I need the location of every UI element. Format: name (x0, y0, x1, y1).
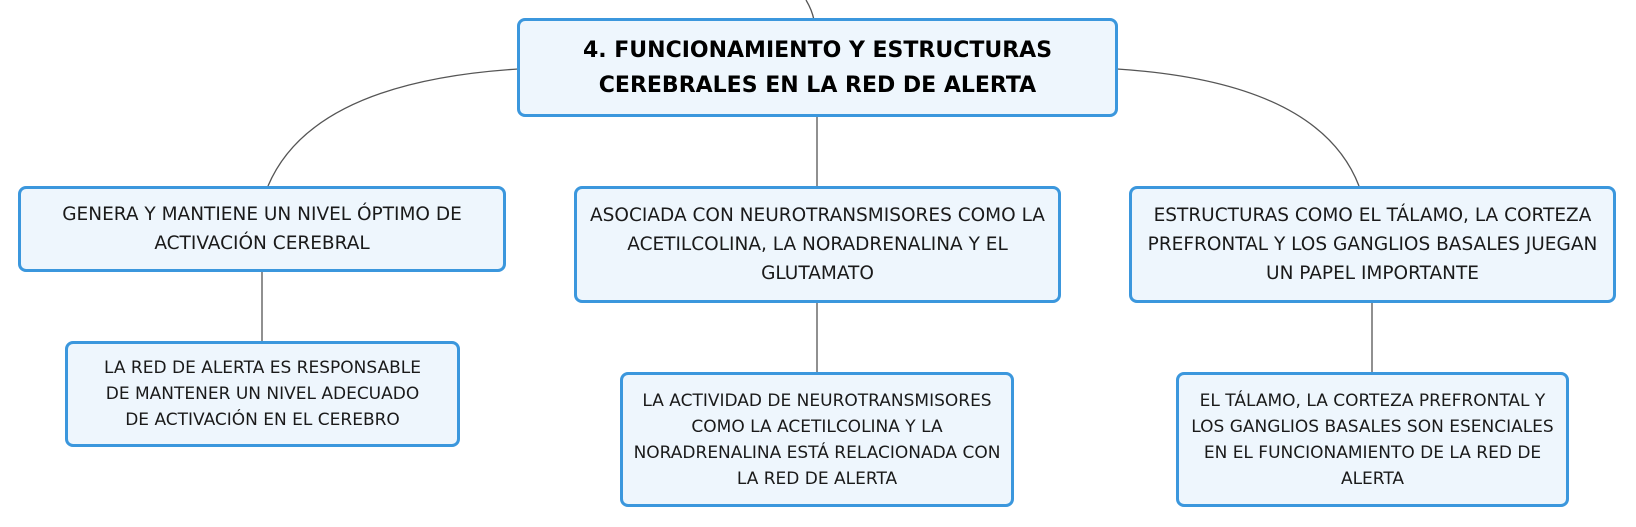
branch-node-2[interactable] (574, 186, 1061, 303)
root-node-text: 4. FUNCIONAMIENTO Y ESTRUCTURAS CEREBRALES EN LA RED DE ALERTA (582, 37, 1053, 98)
connector-from-parent (806, 0, 814, 20)
child-node-1-text: LA RED DE ALERTA ES RESPONSABLE DE MANTENER UN NIVEL ADECUADO DE ACTIVACIÓN EN EL CEREBRO (104, 358, 421, 430)
branch-node-3-text: ESTRUCTURAS COMO EL TÁLAMO, LA CORTEZA PREFRONTAL Y LOS GANGLIOS BASALES JUEGAN UN PAPEL IMPORTANTE (1147, 205, 1598, 284)
root-node[interactable] (517, 18, 1118, 117)
connector-root-to-branch-3 (1117, 69, 1359, 186)
branch-node-3[interactable] (1129, 186, 1616, 303)
child-node-2[interactable] (620, 372, 1014, 507)
child-node-1[interactable] (65, 341, 460, 447)
child-node-3-text: EL TÁLAMO, LA CORTEZA PREFRONTAL Y LOS GANGLIOS BASALES SON ESENCIALES EN EL FUNCIONAMIENTO DE LA RED DE ALERTA (1191, 390, 1554, 489)
branch-node-2-text: ASOCIADA CON NEUROTRANSMISORES COMO LA ACETILCOLINA, LA NORADRENALINA Y EL GLUTAMATO (590, 205, 1045, 284)
branch-node-1[interactable] (18, 186, 506, 272)
branch-node-1-text: GENERA Y MANTIENE UN NIVEL ÓPTIMO DE ACTIVACIÓN CEREBRAL (62, 204, 462, 254)
child-node-3[interactable] (1176, 372, 1569, 507)
child-node-2-text: LA ACTIVIDAD DE NEUROTRANSMISORES COMO LA ACETILCOLINA Y LA NORADRENALINA ESTÁ RELACIONADA CON LA RED DE ALERTA (633, 390, 1001, 489)
connector-root-to-branch-1 (268, 69, 518, 186)
